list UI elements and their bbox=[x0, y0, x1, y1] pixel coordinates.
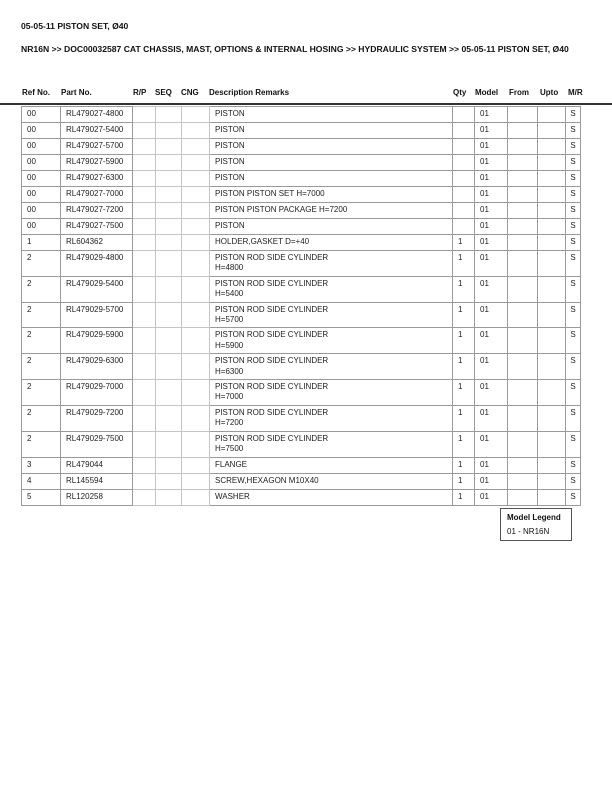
upto-cell bbox=[538, 251, 566, 277]
from-cell bbox=[508, 123, 538, 139]
ref-no-cell: 00 bbox=[22, 203, 61, 219]
model-cell: 01 bbox=[475, 219, 508, 235]
mr-cell: S bbox=[566, 473, 581, 489]
description-remark: H=6300 bbox=[215, 366, 244, 376]
model-cell: 01 bbox=[475, 187, 508, 203]
ref-no-cell: 2 bbox=[22, 328, 61, 354]
description-text: PISTON bbox=[215, 109, 245, 118]
qty-cell: 1 bbox=[453, 380, 475, 406]
table-row bbox=[22, 302, 581, 328]
model-cell: 01 bbox=[475, 405, 508, 431]
part-no-cell: RL479029-5900 bbox=[61, 328, 133, 354]
seq-cell bbox=[156, 219, 182, 235]
description-text: WASHER bbox=[215, 491, 250, 501]
upto-cell bbox=[538, 405, 566, 431]
mr-cell: S bbox=[566, 107, 581, 123]
cng-cell bbox=[182, 107, 210, 123]
part-no-cell: RL479027-5700 bbox=[61, 139, 133, 155]
mr-cell: S bbox=[566, 302, 581, 328]
description-cell bbox=[210, 489, 453, 505]
ref-no-cell: 2 bbox=[22, 354, 61, 380]
description-text: PISTON ROD SIDE CYLINDER bbox=[215, 330, 329, 340]
cng-cell bbox=[182, 139, 210, 155]
table-row bbox=[22, 431, 581, 457]
qty-cell: 1 bbox=[453, 489, 475, 505]
seq-cell bbox=[156, 171, 182, 187]
rp-cell bbox=[133, 203, 156, 219]
part-no-cell: RL479044 bbox=[61, 457, 133, 473]
mr-cell: S bbox=[566, 139, 581, 155]
description-cell bbox=[210, 155, 453, 171]
description-text: PISTON ROD SIDE CYLINDER bbox=[215, 253, 329, 262]
seq-cell bbox=[156, 473, 182, 489]
seq-cell bbox=[156, 235, 182, 251]
description-cell bbox=[210, 431, 453, 457]
ref-no-cell: 00 bbox=[22, 219, 61, 235]
from-cell bbox=[508, 251, 538, 277]
mr-cell: S bbox=[566, 431, 581, 457]
cng-cell bbox=[182, 187, 210, 203]
mr-cell: S bbox=[566, 171, 581, 187]
cng-cell bbox=[182, 123, 210, 139]
seq-cell bbox=[156, 431, 182, 457]
from-cell bbox=[508, 354, 538, 380]
table-row bbox=[22, 155, 581, 171]
description-cell bbox=[210, 139, 453, 155]
mr-cell: S bbox=[566, 328, 581, 354]
seq-cell bbox=[156, 276, 182, 302]
qty-cell: 1 bbox=[453, 457, 475, 473]
part-no-cell: RL479027-7200 bbox=[61, 203, 133, 219]
rp-cell bbox=[133, 155, 156, 171]
from-cell bbox=[508, 380, 538, 406]
cng-cell bbox=[182, 276, 210, 302]
seq-cell bbox=[156, 251, 182, 277]
cng-cell bbox=[182, 302, 210, 328]
column-header-upto: Upto bbox=[540, 88, 559, 97]
model-cell: 01 bbox=[475, 123, 508, 139]
rp-cell bbox=[133, 276, 156, 302]
cng-cell bbox=[182, 405, 210, 431]
description-text: PISTON PISTON PACKAGE H=7200 bbox=[215, 205, 348, 214]
seq-cell bbox=[156, 489, 182, 505]
from-cell bbox=[508, 431, 538, 457]
description-remark: H=5900 bbox=[215, 340, 244, 350]
ref-no-cell: 00 bbox=[22, 107, 61, 123]
qty-cell bbox=[453, 155, 475, 171]
cng-cell bbox=[182, 235, 210, 251]
ref-no-cell: 2 bbox=[22, 405, 61, 431]
ref-no-cell: 2 bbox=[22, 302, 61, 328]
upto-cell bbox=[538, 171, 566, 187]
column-header-part-no: Part No. bbox=[61, 88, 92, 97]
description-cell bbox=[210, 219, 453, 235]
table-row bbox=[22, 328, 581, 354]
cng-cell bbox=[182, 473, 210, 489]
description-cell bbox=[210, 203, 453, 219]
model-cell: 01 bbox=[475, 107, 508, 123]
seq-cell bbox=[156, 380, 182, 406]
description-text: PISTON ROD SIDE CYLINDER bbox=[215, 304, 329, 314]
description-text: PISTON ROD SIDE CYLINDER bbox=[215, 382, 329, 392]
description-text: PISTON bbox=[215, 141, 245, 150]
upto-cell bbox=[538, 328, 566, 354]
cng-cell bbox=[182, 431, 210, 457]
upto-cell bbox=[538, 489, 566, 505]
ref-no-cell: 5 bbox=[22, 489, 61, 505]
model-legend-title: Model Legend bbox=[507, 513, 561, 522]
description-text: PISTON ROD SIDE CYLINDER bbox=[215, 356, 329, 366]
part-no-cell: RL479029-7500 bbox=[61, 431, 133, 457]
mr-cell: S bbox=[566, 354, 581, 380]
description-text: PISTON ROD SIDE CYLINDER bbox=[215, 278, 329, 288]
mr-cell: S bbox=[566, 276, 581, 302]
part-no-cell: RL479027-4800 bbox=[61, 107, 133, 123]
description-cell bbox=[210, 107, 453, 123]
ref-no-cell: 2 bbox=[22, 251, 61, 277]
part-no-cell: RL479027-6300 bbox=[61, 171, 133, 187]
seq-cell bbox=[156, 354, 182, 380]
column-header-qty: Qty bbox=[453, 88, 467, 97]
from-cell bbox=[508, 302, 538, 328]
ref-no-cell: 00 bbox=[22, 155, 61, 171]
upto-cell bbox=[538, 431, 566, 457]
description-text: PISTON bbox=[215, 173, 245, 182]
table-row bbox=[22, 235, 581, 251]
ref-no-cell: 00 bbox=[22, 123, 61, 139]
model-cell: 01 bbox=[475, 380, 508, 406]
mr-cell: S bbox=[566, 405, 581, 431]
upto-cell bbox=[538, 457, 566, 473]
description-remark: H=7200 bbox=[215, 418, 244, 428]
model-legend bbox=[500, 508, 572, 541]
description-cell bbox=[210, 380, 453, 406]
rp-cell bbox=[133, 107, 156, 123]
description-cell bbox=[210, 354, 453, 380]
column-header-cng: CNG bbox=[181, 88, 199, 97]
qty-cell: 1 bbox=[453, 431, 475, 457]
model-cell: 01 bbox=[475, 155, 508, 171]
mr-cell: S bbox=[566, 251, 581, 277]
parts-table bbox=[21, 106, 581, 506]
rp-cell bbox=[133, 171, 156, 187]
column-header-ref-no: Ref No. bbox=[22, 88, 50, 97]
seq-cell bbox=[156, 123, 182, 139]
table-row bbox=[22, 123, 581, 139]
cng-cell bbox=[182, 489, 210, 505]
table-row bbox=[22, 187, 581, 203]
from-cell bbox=[508, 171, 538, 187]
upto-cell bbox=[538, 354, 566, 380]
upto-cell bbox=[538, 235, 566, 251]
from-cell bbox=[508, 276, 538, 302]
description-cell bbox=[210, 251, 453, 277]
from-cell bbox=[508, 473, 538, 489]
ref-no-cell: 3 bbox=[22, 457, 61, 473]
from-cell bbox=[508, 219, 538, 235]
upto-cell bbox=[538, 155, 566, 171]
column-header-rp: R/P bbox=[133, 88, 147, 97]
part-no-cell: RL479029-7200 bbox=[61, 405, 133, 431]
table-row bbox=[22, 139, 581, 155]
ref-no-cell: 00 bbox=[22, 171, 61, 187]
model-cell: 01 bbox=[475, 276, 508, 302]
rp-cell bbox=[133, 405, 156, 431]
from-cell bbox=[508, 405, 538, 431]
part-no-cell: RL479027-5900 bbox=[61, 155, 133, 171]
model-cell: 01 bbox=[475, 139, 508, 155]
upto-cell bbox=[538, 123, 566, 139]
qty-cell: 1 bbox=[453, 405, 475, 431]
seq-cell bbox=[156, 187, 182, 203]
ref-no-cell: 1 bbox=[22, 235, 61, 251]
table-row bbox=[22, 219, 581, 235]
qty-cell bbox=[453, 219, 475, 235]
table-row bbox=[22, 171, 581, 187]
qty-cell: 1 bbox=[453, 251, 475, 277]
description-cell bbox=[210, 405, 453, 431]
description-cell bbox=[210, 187, 453, 203]
description-remark: H=7500 bbox=[215, 444, 244, 454]
part-no-cell: RL479027-7000 bbox=[61, 187, 133, 203]
table-row bbox=[22, 489, 581, 505]
description-cell bbox=[210, 171, 453, 187]
qty-cell bbox=[453, 107, 475, 123]
rp-cell bbox=[133, 302, 156, 328]
ref-no-cell: 2 bbox=[22, 431, 61, 457]
description-cell bbox=[210, 328, 453, 354]
model-cell: 01 bbox=[475, 235, 508, 251]
mr-cell: S bbox=[566, 155, 581, 171]
upto-cell bbox=[538, 380, 566, 406]
part-no-cell: RL479029-5400 bbox=[61, 276, 133, 302]
table-row bbox=[22, 405, 581, 431]
rp-cell bbox=[133, 328, 156, 354]
upto-cell bbox=[538, 187, 566, 203]
seq-cell bbox=[156, 203, 182, 219]
from-cell bbox=[508, 457, 538, 473]
rp-cell bbox=[133, 380, 156, 406]
page-title: 05-05-11 PISTON SET, Ø40 bbox=[21, 21, 129, 31]
qty-cell: 1 bbox=[453, 328, 475, 354]
mr-cell: S bbox=[566, 219, 581, 235]
table-row bbox=[22, 380, 581, 406]
qty-cell bbox=[453, 187, 475, 203]
mr-cell: S bbox=[566, 203, 581, 219]
seq-cell bbox=[156, 107, 182, 123]
rp-cell bbox=[133, 139, 156, 155]
seq-cell bbox=[156, 139, 182, 155]
mr-cell: S bbox=[566, 489, 581, 505]
ref-no-cell: 4 bbox=[22, 473, 61, 489]
upto-cell bbox=[538, 139, 566, 155]
part-no-cell: RL479029-7000 bbox=[61, 380, 133, 406]
cng-cell bbox=[182, 457, 210, 473]
mr-cell: S bbox=[566, 380, 581, 406]
mr-cell: S bbox=[566, 187, 581, 203]
mr-cell: S bbox=[566, 123, 581, 139]
table-row bbox=[22, 473, 581, 489]
cng-cell bbox=[182, 380, 210, 406]
from-cell bbox=[508, 328, 538, 354]
cng-cell bbox=[182, 155, 210, 171]
rp-cell bbox=[133, 489, 156, 505]
column-header-description: Description Remarks bbox=[209, 88, 290, 97]
rp-cell bbox=[133, 473, 156, 489]
description-text: SCREW,HEXAGON M10X40 bbox=[215, 475, 319, 485]
upto-cell bbox=[538, 107, 566, 123]
table-row bbox=[22, 107, 581, 123]
seq-cell bbox=[156, 155, 182, 171]
upto-cell bbox=[538, 473, 566, 489]
description-remark: H=4800 bbox=[215, 263, 244, 273]
part-no-cell: RL604362 bbox=[61, 235, 133, 251]
header-divider bbox=[0, 103, 612, 105]
rp-cell bbox=[133, 251, 156, 277]
description-text: PISTON PISTON SET H=7000 bbox=[215, 189, 325, 198]
rp-cell bbox=[133, 354, 156, 380]
description-text: PISTON ROD SIDE CYLINDER bbox=[215, 433, 329, 443]
rp-cell bbox=[133, 123, 156, 139]
seq-cell bbox=[156, 457, 182, 473]
description-cell bbox=[210, 235, 453, 251]
seq-cell bbox=[156, 328, 182, 354]
qty-cell: 1 bbox=[453, 354, 475, 380]
description-text: PISTON ROD SIDE CYLINDER bbox=[215, 407, 329, 417]
qty-cell: 1 bbox=[453, 276, 475, 302]
cng-cell bbox=[182, 219, 210, 235]
cng-cell bbox=[182, 171, 210, 187]
description-cell bbox=[210, 457, 453, 473]
description-cell bbox=[210, 473, 453, 489]
description-remark: H=5700 bbox=[215, 315, 244, 325]
ref-no-cell: 2 bbox=[22, 380, 61, 406]
model-legend-item: 01 - NR16N bbox=[507, 527, 550, 536]
description-cell bbox=[210, 123, 453, 139]
seq-cell bbox=[156, 302, 182, 328]
table-row bbox=[22, 251, 581, 277]
from-cell bbox=[508, 187, 538, 203]
upto-cell bbox=[538, 302, 566, 328]
description-cell bbox=[210, 276, 453, 302]
description-text: PISTON bbox=[215, 157, 245, 166]
part-no-cell: RL479027-5400 bbox=[61, 123, 133, 139]
cng-cell bbox=[182, 328, 210, 354]
model-cell: 01 bbox=[475, 473, 508, 489]
mr-cell: S bbox=[566, 457, 581, 473]
cng-cell bbox=[182, 251, 210, 277]
rp-cell bbox=[133, 187, 156, 203]
table-row bbox=[22, 354, 581, 380]
rp-cell bbox=[133, 457, 156, 473]
model-cell: 01 bbox=[475, 203, 508, 219]
table-row bbox=[22, 457, 581, 473]
rp-cell bbox=[133, 235, 156, 251]
cng-cell bbox=[182, 354, 210, 380]
rp-cell bbox=[133, 219, 156, 235]
description-text: PISTON bbox=[215, 221, 245, 230]
upto-cell bbox=[538, 203, 566, 219]
part-no-cell: RL145594 bbox=[61, 473, 133, 489]
table-row bbox=[22, 276, 581, 302]
part-no-cell: RL479029-6300 bbox=[61, 354, 133, 380]
model-cell: 01 bbox=[475, 431, 508, 457]
part-no-cell: RL120258 bbox=[61, 489, 133, 505]
column-header-from: From bbox=[509, 88, 529, 97]
description-remark: H=5400 bbox=[215, 289, 244, 299]
from-cell bbox=[508, 203, 538, 219]
qty-cell bbox=[453, 123, 475, 139]
cng-cell bbox=[182, 203, 210, 219]
qty-cell bbox=[453, 171, 475, 187]
qty-cell: 1 bbox=[453, 235, 475, 251]
table-header bbox=[0, 86, 612, 100]
column-header-seq: SEQ bbox=[155, 88, 172, 97]
from-cell bbox=[508, 107, 538, 123]
mr-cell: S bbox=[566, 235, 581, 251]
rp-cell bbox=[133, 431, 156, 457]
ref-no-cell: 2 bbox=[22, 276, 61, 302]
seq-cell bbox=[156, 405, 182, 431]
description-text: FLANGE bbox=[215, 459, 248, 469]
description-text: HOLDER,GASKET D=+40 bbox=[215, 237, 310, 246]
model-cell: 01 bbox=[475, 302, 508, 328]
from-cell bbox=[508, 155, 538, 171]
breadcrumb: NR16N >> DOC00032587 CAT CHASSIS, MAST, OPTIONS & INTERNAL HOSING >> HYDRAULIC SYSTEM >> 05-05-11 PISTON SET, Ø40 bbox=[21, 44, 569, 54]
upto-cell bbox=[538, 219, 566, 235]
part-no-cell: RL479027-7500 bbox=[61, 219, 133, 235]
model-cell: 01 bbox=[475, 171, 508, 187]
ref-no-cell: 00 bbox=[22, 187, 61, 203]
part-no-cell: RL479029-5700 bbox=[61, 302, 133, 328]
qty-cell: 1 bbox=[453, 302, 475, 328]
upto-cell bbox=[538, 276, 566, 302]
from-cell bbox=[508, 235, 538, 251]
model-cell: 01 bbox=[475, 328, 508, 354]
model-cell: 01 bbox=[475, 457, 508, 473]
from-cell bbox=[508, 489, 538, 505]
description-cell bbox=[210, 302, 453, 328]
model-cell: 01 bbox=[475, 489, 508, 505]
table-row bbox=[22, 203, 581, 219]
qty-cell: 1 bbox=[453, 473, 475, 489]
from-cell bbox=[508, 139, 538, 155]
ref-no-cell: 00 bbox=[22, 139, 61, 155]
qty-cell bbox=[453, 203, 475, 219]
column-header-model: Model bbox=[475, 88, 499, 97]
column-header-mr: M/R bbox=[568, 88, 583, 97]
description-remark: H=7000 bbox=[215, 392, 244, 402]
qty-cell bbox=[453, 139, 475, 155]
description-text: PISTON bbox=[215, 125, 245, 134]
part-no-cell: RL479029-4800 bbox=[61, 251, 133, 277]
model-cell: 01 bbox=[475, 251, 508, 277]
model-cell: 01 bbox=[475, 354, 508, 380]
